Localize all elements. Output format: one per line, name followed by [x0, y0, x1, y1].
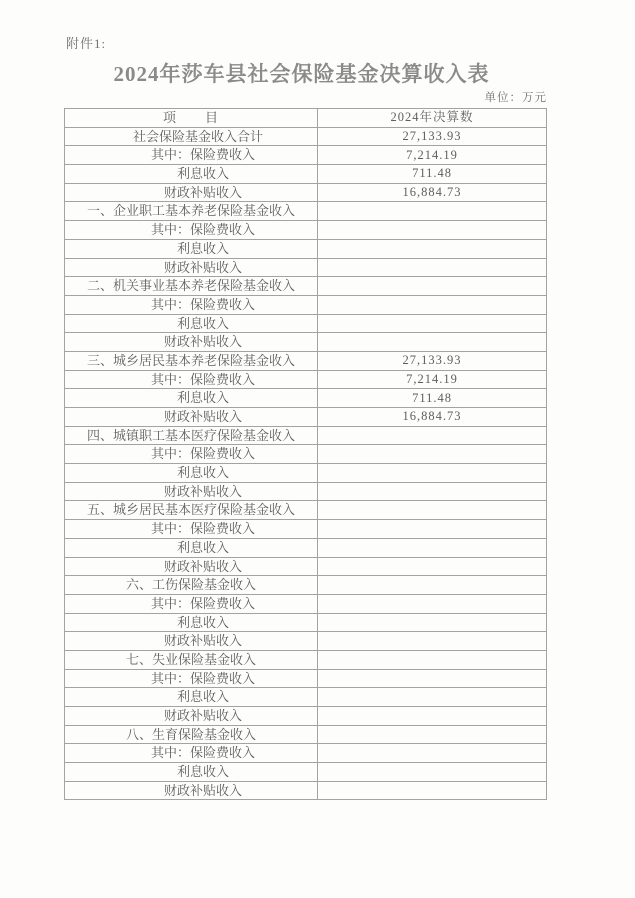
item-cell: 其中：保险费收入: [65, 146, 318, 165]
value-cell: [318, 594, 547, 613]
table-row: [65, 725, 547, 744]
table-row: [65, 408, 547, 427]
page-title: 2024年莎车县社会保险基金决算收入表: [113, 62, 490, 86]
item-cell: 利息收入: [65, 389, 318, 408]
table-row: [65, 688, 547, 707]
item-cell: 利息收入: [65, 464, 318, 483]
item-cell: 其中：保险费收入: [65, 445, 318, 464]
table-row: [65, 650, 547, 669]
income-table: [64, 108, 547, 800]
item-cell: 财政补贴收入: [65, 632, 318, 651]
item-cell: 其中：保险费收入: [65, 295, 318, 314]
table-row: [65, 370, 547, 389]
item-cell: 其中：保险费收入: [65, 221, 318, 240]
value-cell: [318, 277, 547, 296]
value-cell: [318, 520, 547, 539]
table-row: [65, 482, 547, 501]
item-cell: 财政补贴收入: [65, 333, 318, 352]
table-row: [65, 763, 547, 782]
table-row: [65, 632, 547, 651]
item-cell: 其中：保险费收入: [65, 744, 318, 763]
value-cell: [318, 464, 547, 483]
value-cell: [318, 781, 547, 800]
item-cell: 财政补贴收入: [65, 781, 318, 800]
table-row: [65, 576, 547, 595]
item-cell: 财政补贴收入: [65, 183, 318, 202]
item-cell: 其中：保险费收入: [65, 594, 318, 613]
item-cell: 其中：保险费收入: [65, 669, 318, 688]
item-cell: 财政补贴收入: [65, 258, 318, 277]
value-cell: 7,214.19: [318, 370, 547, 389]
value-cell: [318, 725, 547, 744]
table-row: [65, 669, 547, 688]
table-row: [65, 389, 547, 408]
item-cell: 利息收入: [65, 763, 318, 782]
value-column-header: 2024年决算数: [318, 109, 547, 128]
value-cell: [318, 258, 547, 277]
table-row: [65, 445, 547, 464]
table-row: [65, 594, 547, 613]
value-cell: [318, 707, 547, 726]
item-cell: 利息收入: [65, 538, 318, 557]
table-row: [65, 146, 547, 165]
value-cell: 711.48: [318, 389, 547, 408]
attachment-label: 附件1:: [66, 36, 107, 51]
value-cell: 27,133.93: [318, 127, 547, 146]
value-cell: [318, 557, 547, 576]
table-row: [65, 781, 547, 800]
value-cell: [318, 333, 547, 352]
item-cell: 财政补贴收入: [65, 557, 318, 576]
item-cell: 六、工伤保险基金收入: [65, 576, 318, 595]
value-cell: [318, 314, 547, 333]
value-cell: 7,214.19: [318, 146, 547, 165]
value-cell: [318, 688, 547, 707]
item-cell: 七、失业保险基金收入: [65, 650, 318, 669]
unit-label: 单位：万元: [484, 92, 547, 104]
value-cell: [318, 613, 547, 632]
value-cell: [318, 202, 547, 221]
value-cell: 16,884.73: [318, 408, 547, 427]
item-cell: 财政补贴收入: [65, 408, 318, 427]
item-cell: 四、城镇职工基本医疗保险基金收入: [65, 426, 318, 445]
item-cell: 利息收入: [65, 613, 318, 632]
value-cell: [318, 482, 547, 501]
table-row: [65, 613, 547, 632]
table-row: [65, 707, 547, 726]
value-cell: [318, 669, 547, 688]
value-cell: [318, 221, 547, 240]
value-cell: [318, 538, 547, 557]
table-row: [65, 221, 547, 240]
value-cell: [318, 763, 547, 782]
table-row: [65, 202, 547, 221]
table-row: [65, 165, 547, 184]
table-row: [65, 314, 547, 333]
item-cell: 财政补贴收入: [65, 707, 318, 726]
item-column-header: 项 目: [65, 109, 318, 128]
value-cell: 27,133.93: [318, 351, 547, 370]
item-cell: 其中：保险费收入: [65, 520, 318, 539]
value-cell: [318, 501, 547, 520]
table-row: [65, 520, 547, 539]
table-row: [65, 351, 547, 370]
value-cell: [318, 426, 547, 445]
value-cell: [318, 650, 547, 669]
value-cell: 16,884.73: [318, 183, 547, 202]
item-cell: 利息收入: [65, 239, 318, 258]
table-row: [65, 557, 547, 576]
table-row: [65, 333, 547, 352]
item-cell: 三、城乡居民基本养老保险基金收入: [65, 351, 318, 370]
table-row: [65, 127, 547, 146]
item-cell: 五、城乡居民基本医疗保险基金收入: [65, 501, 318, 520]
item-cell: 八、生育保险基金收入: [65, 725, 318, 744]
value-cell: [318, 744, 547, 763]
item-cell: 一、企业职工基本养老保险基金收入: [65, 202, 318, 221]
value-cell: [318, 295, 547, 314]
value-cell: [318, 445, 547, 464]
table-row: [65, 258, 547, 277]
value-cell: 711.48: [318, 165, 547, 184]
table-row: [65, 295, 547, 314]
item-cell: 社会保险基金收入合计: [65, 127, 318, 146]
item-cell: 财政补贴收入: [65, 482, 318, 501]
value-cell: [318, 632, 547, 651]
table-row: [65, 277, 547, 296]
table-row: [65, 183, 547, 202]
table-header-row: [65, 109, 547, 128]
table-row: [65, 744, 547, 763]
value-cell: [318, 239, 547, 258]
item-cell: 利息收入: [65, 165, 318, 184]
table-row: [65, 464, 547, 483]
item-cell: 二、机关事业基本养老保险基金收入: [65, 277, 318, 296]
item-cell: 其中：保险费收入: [65, 370, 318, 389]
item-cell: 利息收入: [65, 688, 318, 707]
table-row: [65, 538, 547, 557]
value-cell: [318, 576, 547, 595]
table-row: [65, 501, 547, 520]
table-row: [65, 239, 547, 258]
table-row: [65, 426, 547, 445]
item-cell: 利息收入: [65, 314, 318, 333]
